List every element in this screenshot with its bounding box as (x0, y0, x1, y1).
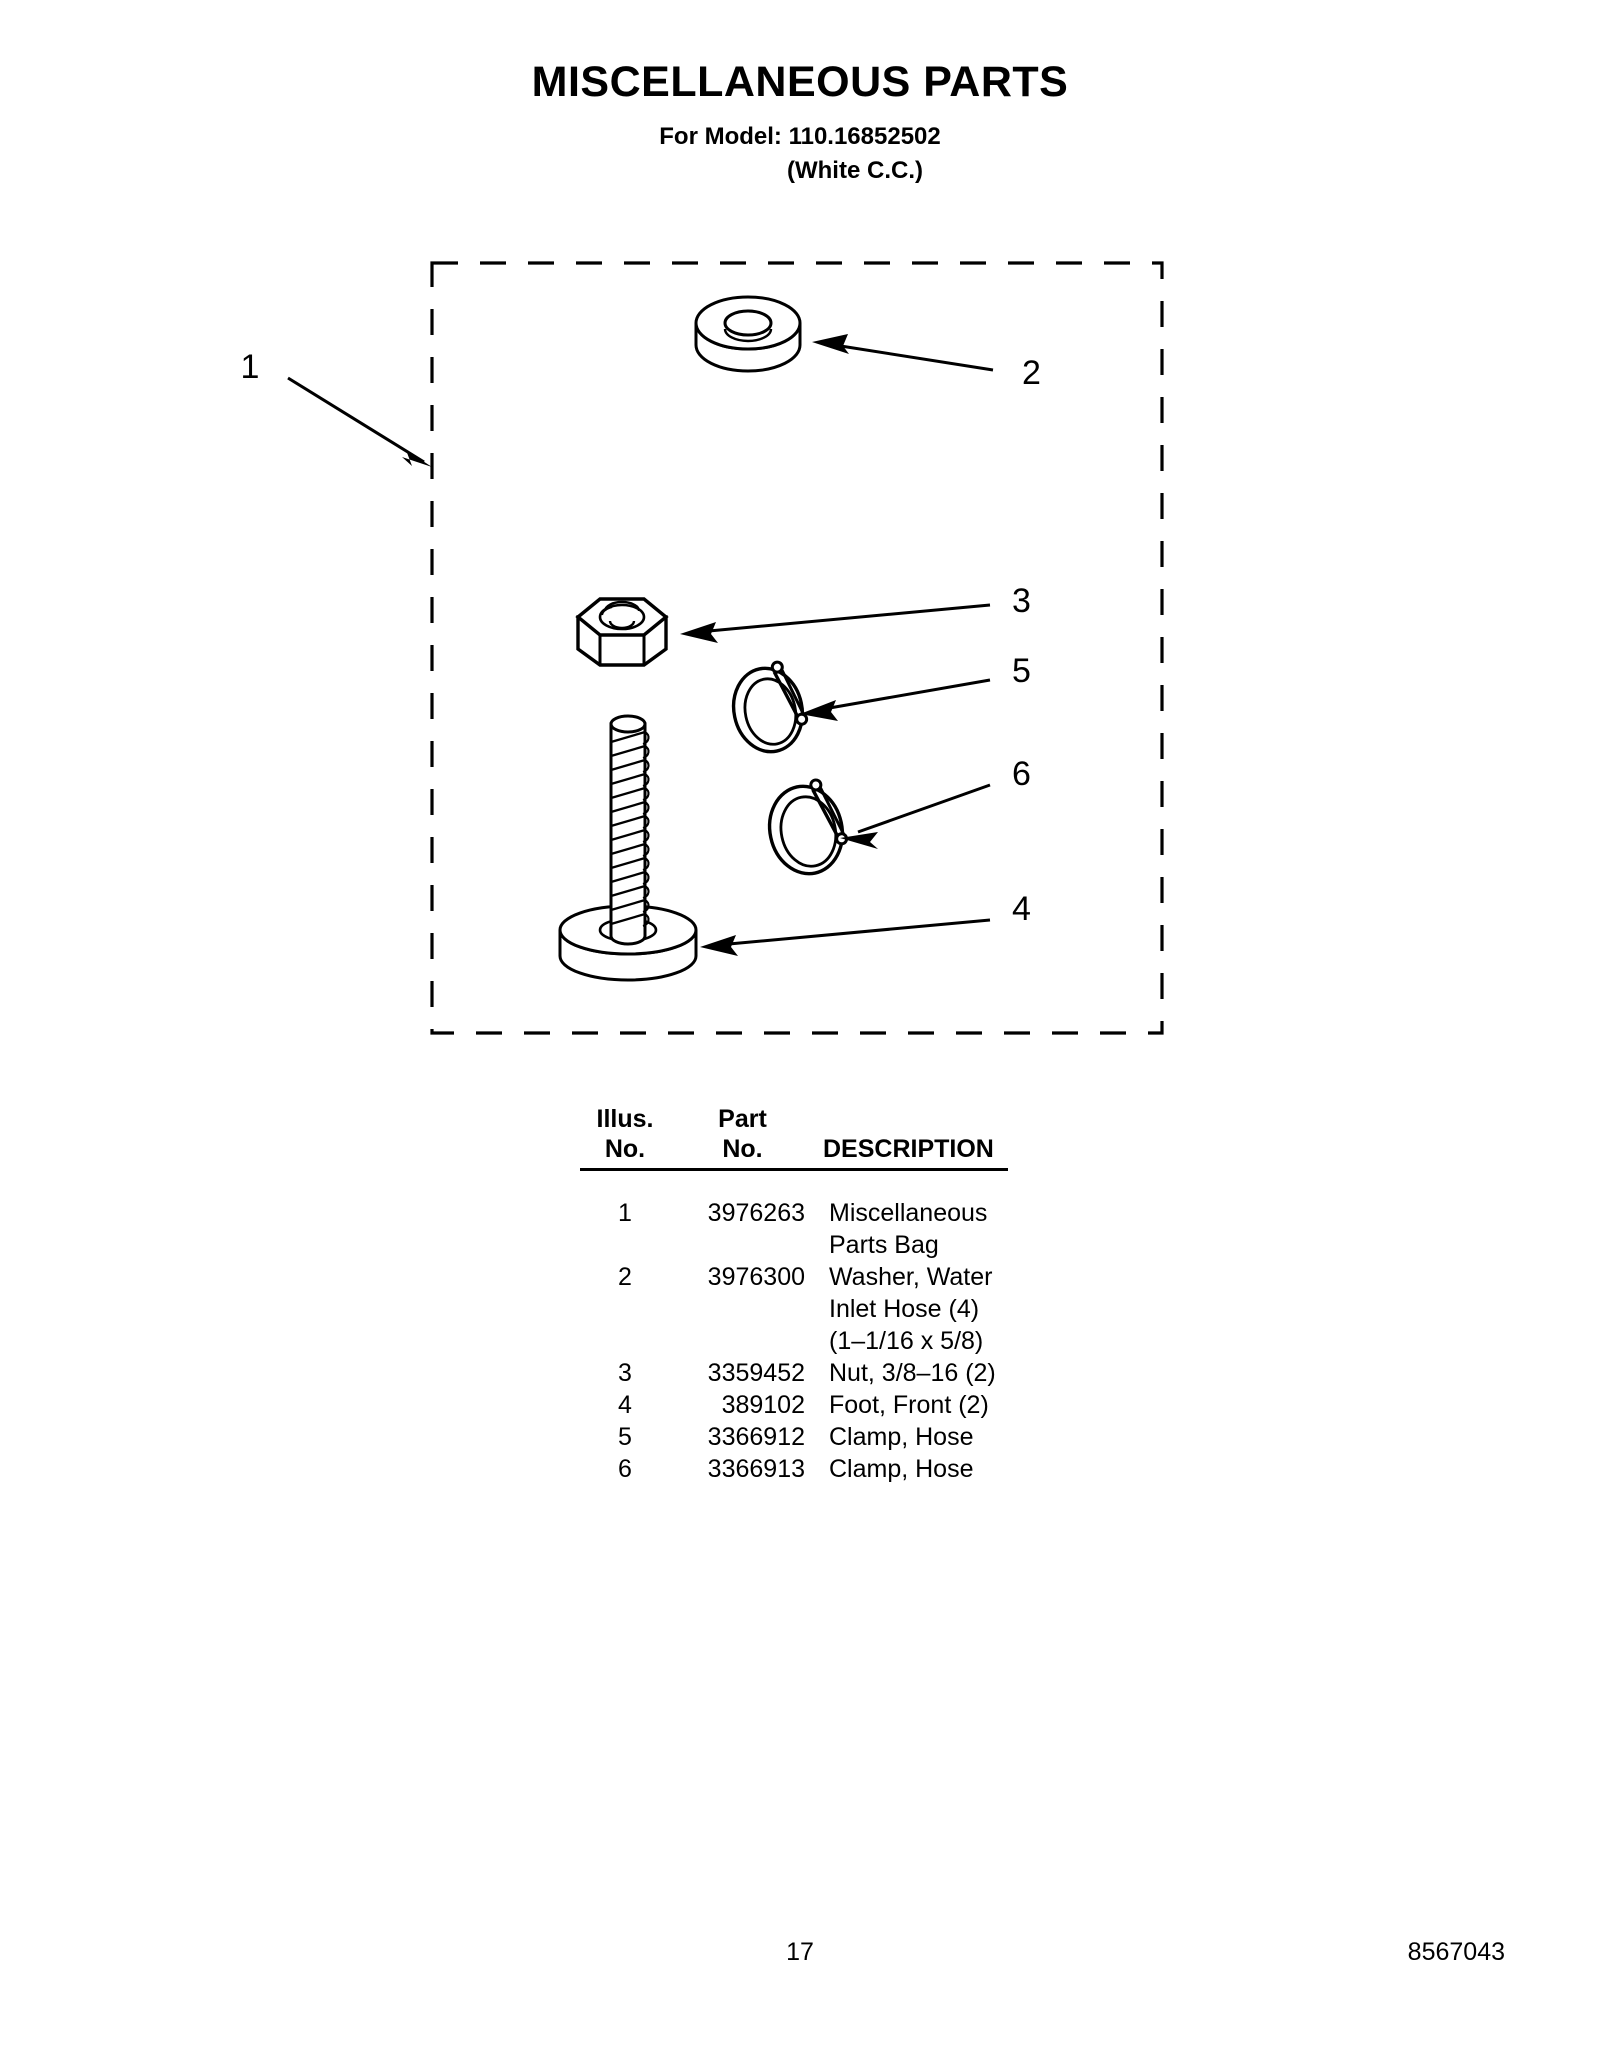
page-number: 17 (786, 1938, 814, 1966)
callout-4-leader (700, 920, 990, 956)
washer-illustration (696, 297, 800, 371)
table-header-line1 (570, 1105, 1030, 1135)
hose-clamp-small-illustration (725, 658, 812, 758)
cell-illus-no: 3 (618, 1359, 632, 1387)
leveling-foot-illustration (560, 716, 696, 980)
cell-description (811, 1357, 1030, 1389)
table-row (570, 1197, 1030, 1261)
table-row (570, 1453, 1030, 1485)
description-line: Parts Bag (829, 1231, 939, 1259)
description-line: Clamp, Hose (829, 1455, 974, 1483)
cell-description (811, 1453, 1030, 1485)
description-line: Nut, 3/8–16 (2) (829, 1359, 996, 1387)
finish-subtitle: (White C.C.) (787, 157, 923, 184)
cell-part-no: 3366912 (707, 1423, 805, 1451)
table-row (570, 1389, 1030, 1421)
parts-bag-dashed-boundary (432, 263, 1162, 1033)
cell-part-no: 389102 (721, 1391, 805, 1419)
hex-nut-illustration (578, 599, 666, 665)
cell-part-no: 3976300 (707, 1263, 805, 1291)
model-subtitle: For Model: 110.16852502 (659, 123, 941, 150)
cell-part-no: 3366913 (707, 1455, 805, 1483)
column-header-part-line1: Part (718, 1105, 767, 1133)
page-footer (0, 1938, 1600, 1988)
table-row (570, 1261, 1030, 1357)
cell-description (811, 1261, 1030, 1357)
callout-2-number: 2 (1022, 354, 1041, 392)
table-row (570, 1421, 1030, 1453)
table-body (570, 1197, 1030, 1485)
description-line: Foot, Front (2) (829, 1391, 989, 1419)
cell-illus-no: 6 (618, 1455, 632, 1483)
description-line: (1–1/16 x 5/8) (829, 1327, 984, 1355)
cell-description (811, 1421, 1030, 1453)
column-header-description: DESCRIPTION (823, 1134, 994, 1163)
callout-6-leader (840, 785, 990, 849)
callout-5-number: 5 (1012, 652, 1031, 690)
callout-6-number: 6 (1012, 755, 1031, 793)
cell-illus-no: 1 (618, 1199, 632, 1227)
table-header-line2 (570, 1135, 1030, 1165)
callout-3-leader (680, 605, 990, 643)
description-line: Inlet Hose (4) (829, 1295, 980, 1323)
table-row (570, 1357, 1030, 1389)
callout-3-number: 3 (1012, 582, 1031, 620)
description-line: Clamp, Hose (829, 1423, 974, 1451)
callout-4-number: 4 (1012, 890, 1031, 928)
cell-description (811, 1197, 1030, 1261)
page-title: MISCELLANEOUS PARTS (531, 58, 1069, 106)
callout-1-leader (288, 378, 432, 467)
document-number: 8567043 (1407, 1938, 1505, 1966)
description-line: Washer, Water (829, 1263, 993, 1291)
cell-illus-no: 5 (618, 1423, 632, 1451)
cell-part-no: 3976263 (707, 1199, 805, 1227)
description-line: Miscellaneous (829, 1199, 988, 1227)
callout-1-number: 1 (240, 348, 260, 386)
column-header-illus-line2: No. (604, 1134, 646, 1163)
cell-illus-no: 4 (618, 1391, 632, 1419)
column-header-illus-line1: Illus. (596, 1105, 654, 1133)
column-header-part-line2: No. (722, 1134, 763, 1163)
parts-list-table (570, 1105, 1030, 1485)
column-header-description-spacer (805, 1105, 1030, 1135)
cell-illus-no: 2 (618, 1263, 632, 1291)
callout-2-leader (812, 334, 993, 370)
hose-clamp-large-illustration (761, 776, 852, 880)
cell-description (811, 1389, 1030, 1421)
cell-part-no: 3359452 (707, 1359, 805, 1387)
table-header-rule (580, 1168, 1008, 1171)
callout-5-leader (800, 680, 990, 721)
